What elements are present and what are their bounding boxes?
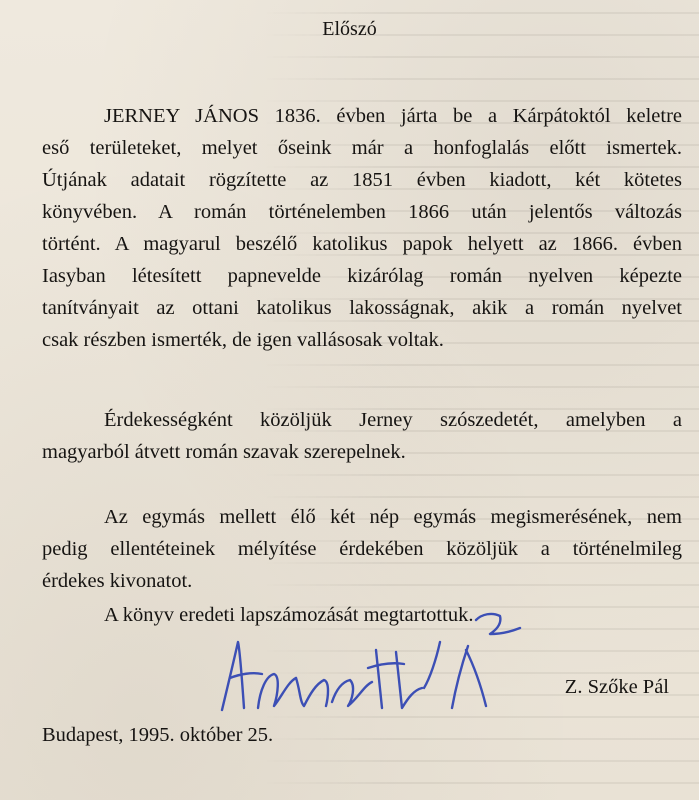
text-line: Útjának adatait rögzítette az 1851 évben kiadott, két kötetes xyxy=(42,169,682,191)
handwritten-signature xyxy=(200,590,540,740)
paragraph-2 xyxy=(42,404,682,468)
text-line: tanítványait az ottani katolikus lakosságnak, akik a román nyelvet xyxy=(42,297,682,319)
text-line: érdekes kivonatot. xyxy=(42,570,193,592)
text-line: könyvében. A román történelemben 1866 után jelentős változás xyxy=(42,201,682,223)
text-line: JERNEY JÁNOS 1836. évben járta be a Kárpátoktól keletre xyxy=(104,105,682,127)
page-title: Előszó xyxy=(322,18,377,40)
text-line: történt. A magyarul beszélő katolikus papok helyett az 1866. évben xyxy=(42,233,682,255)
text-line: eső területeket, melyet őseink már a honfoglalás előtt ismertek. xyxy=(42,137,682,159)
text-line: magyarból átvett román szavak szerepelnek. xyxy=(42,441,406,463)
paragraph-1 xyxy=(42,100,682,356)
author-signature-name: Z. Szőke Pál xyxy=(564,676,669,698)
paragraph-3 xyxy=(42,501,682,597)
text-line: csak részben ismerték, de igen vallásosak voltak. xyxy=(42,329,444,351)
place-and-date: Budapest, 1995. október 25. xyxy=(42,724,274,746)
text-line: Érdekességként közöljük Jerney szószedetét, amelyben a xyxy=(104,409,682,431)
text-line: Iasyban létesített papnevelde kizárólag román nyelven képezte xyxy=(42,265,682,287)
text-line: A könyv eredeti lapszámozását megtartottuk. xyxy=(104,604,474,626)
text-line: pedig ellentéteinek mélyítése érdekében közöljük a történelmileg xyxy=(42,538,682,560)
text-line: Az egymás mellett élő két nép egymás megismerésének, nem xyxy=(104,506,682,528)
